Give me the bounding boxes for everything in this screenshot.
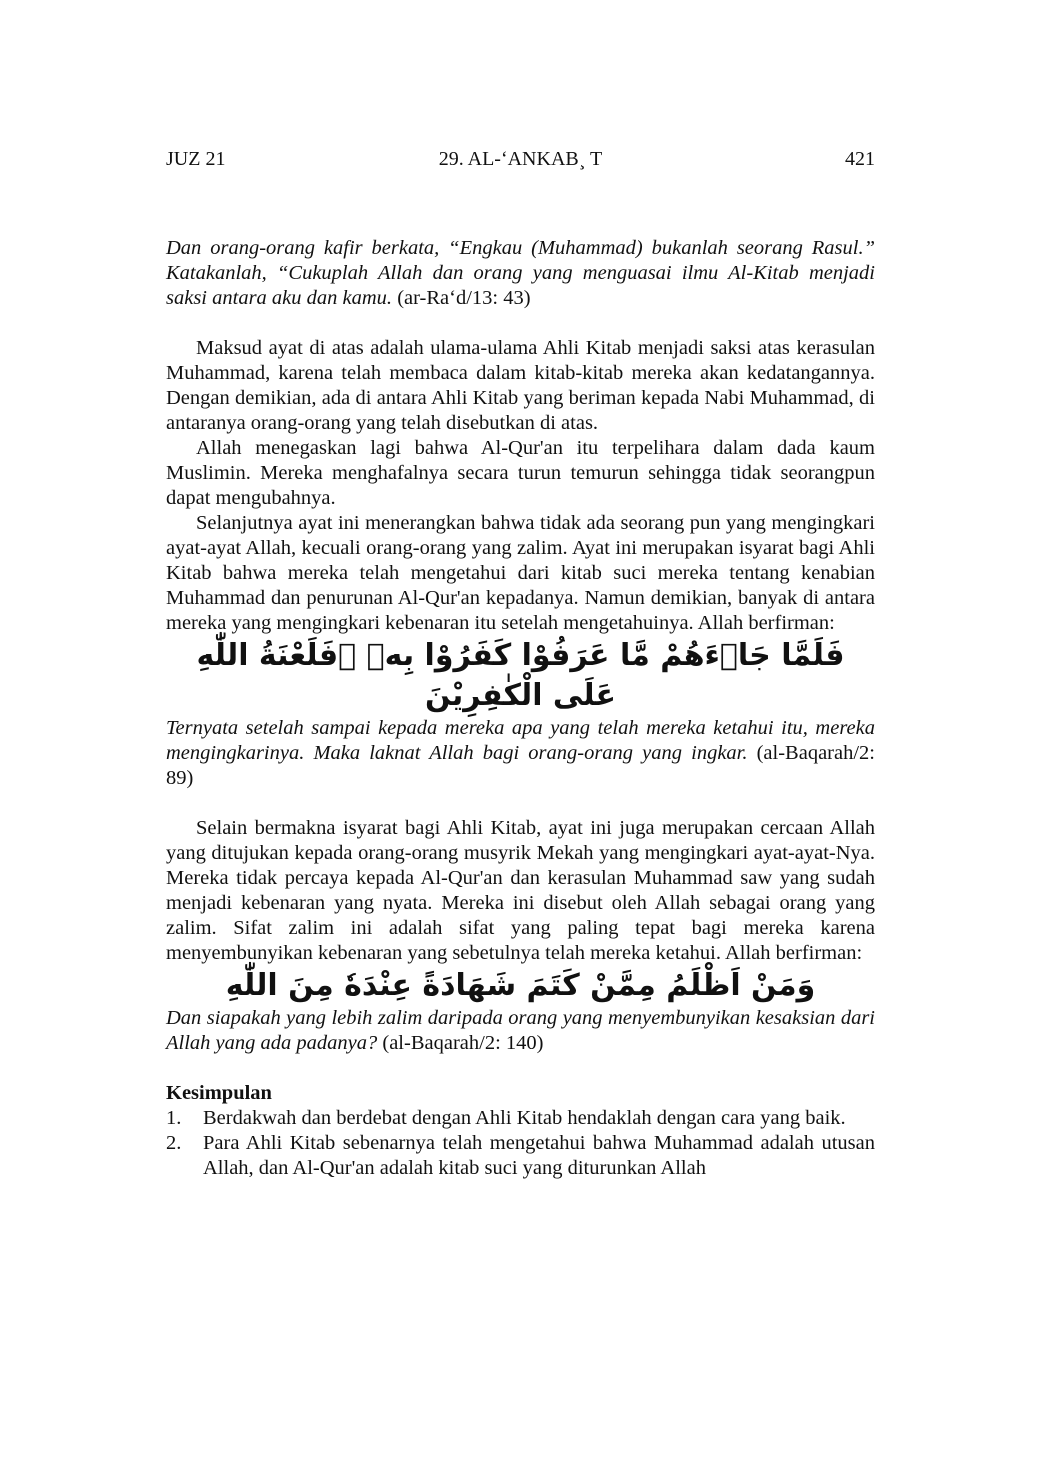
arabic-verse-2: وَمَنْ اَظْلَمُ مِمَّنْ كَتَمَ شَهَادَةً عِنْدَهٗ مِنَ اللّٰهِ: [225, 968, 816, 1003]
quote-reference: (al-Baqarah/2: 140): [377, 1032, 544, 1054]
surah-title: 29. AL-‘ANKAB¸ T: [438, 148, 603, 170]
list-text: Para Ahli Kitab sebenarnya telah mengetahui bahwa Muhammad adalah utusan Allah, dan Al-Qur'an adalah kitab suci yang diturunkan Allah: [203, 1132, 875, 1179]
list-item: [166, 1131, 875, 1181]
quote-translation-1: [166, 236, 875, 311]
spacer: [166, 311, 875, 336]
spacer: [166, 1056, 875, 1081]
paragraph-2: Allah menegaskan lagi bahwa Al-Qur'an itu terpelihara dalam dada kaum Muslimin. Mereka menghafalnya secara turun temurun sehingga tidak seorangpun dapat mengubahnya.: [166, 437, 875, 509]
quote-text: Dan siapakah yang lebih zalim daripada orang yang menyembunyikan kesaksian dari Allah yang ada padanya?: [166, 1007, 875, 1054]
list-item: [166, 1106, 875, 1131]
paragraph-4: Selain bermakna isyarat bagi Ahli Kitab, ayat ini juga merupakan cercaan Allah yang ditujukan kepada orang-orang musyrik Mekah yang mengingkari ayat-ayat-Nya. Mereka tidak percaya kepada Al-Qur'an dan kerasulan Muhammad saw yang sudah menjadi kebenaran yang nyata. Mereka ini disebut oleh Allah sebagai orang yang zalim. Sifat zalim ini adalah sifat yang paling tepat bagi mereka karena menyembunyikan kebenaran yang sebetulnya telah mereka ketahui. Allah berfirman:: [166, 817, 875, 964]
quote-translation-3: [166, 1006, 875, 1056]
list-number: 1.: [166, 1107, 182, 1129]
page-number: 421: [845, 148, 875, 170]
conclusion-list: [166, 1106, 875, 1181]
juz-label: JUZ 21: [166, 148, 226, 170]
paragraph-1: Maksud ayat di atas adalah ulama-ulama Ahli Kitab menjadi saksi atas kerasulan Muhammad, karena telah membaca dalam kitab-kitab mereka akan kedatangannya. Dengan demikian, ada di antara Ahli Kitab yang beriman kepada Nabi Muhammad, di antaranya orang-orang yang telah disebutkan di atas.: [166, 337, 875, 434]
quote-reference: (ar-Ra‘d/13: 43): [392, 287, 531, 309]
page-body: [166, 236, 875, 1181]
arabic-verse-1: فَلَمَّا جَاۤءَهُمْ مَّا عَرَفُوْا كَفَرُوْا بِهٖ ۖفَلَعْنَةُ اللّٰهِ عَلَى الْكٰفِرِيْنَ: [196, 638, 845, 713]
paragraph-3: Selanjutnya ayat ini menerangkan bahwa tidak ada seorang pun yang mengingkari ayat-ayat Allah, kecuali orang-orang yang zalim. Ayat ini merupakan isyarat bagi Ahli Kitab bahwa mereka telah mengetahui dari kitab suci mereka tentang kenabian Muhammad dan penurunan Al-Qur'an kepadanya. Namun demikian, banyak di antara mereka yang mengingkari kebenaran itu setelah mengetahuinya. Allah berfirman:: [166, 512, 875, 634]
list-number: 2.: [166, 1132, 182, 1154]
quote-text: Ternyata setelah sampai kepada mereka apa yang telah mereka ketahui itu, mereka mengingkarinya. Maka laknat Allah bagi orang-orang yang ingkar.: [166, 717, 875, 764]
quote-text: Dan orang-orang kafir berkata, “Engkau (Muhammad) bukanlah seorang Rasul.” Katakanlah, “Cukuplah Allah dan orang yang menguasai ilmu Al-Kitab menjadi saksi antara aku dan kamu.: [166, 237, 875, 309]
conclusion-heading: Kesimpulan: [166, 1082, 272, 1104]
spacer: [166, 791, 875, 816]
list-text: Berdakwah dan berdebat dengan Ahli Kitab hendaklah dengan cara yang baik.: [203, 1107, 846, 1129]
quote-translation-2: [166, 716, 875, 791]
quote-reference: (al-Baqarah/2: 89): [166, 742, 875, 789]
